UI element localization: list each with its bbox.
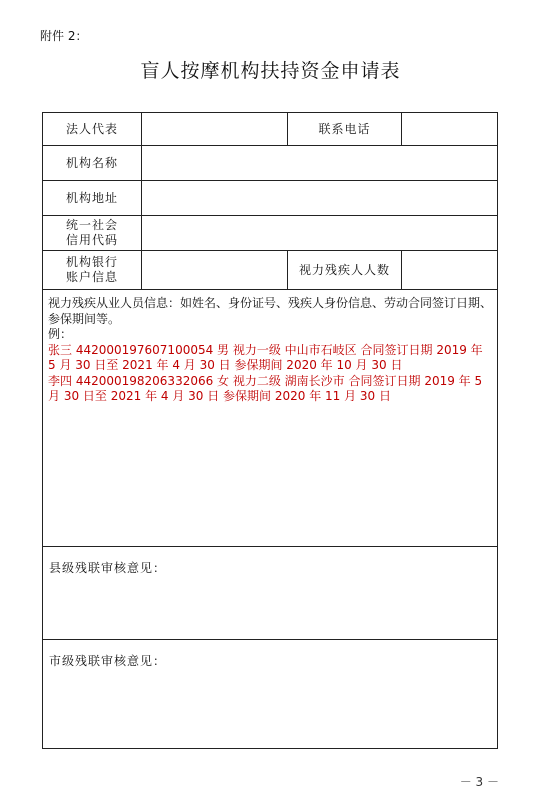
legal-rep-field[interactable] [142,113,288,146]
bank-account-label [43,251,142,290]
city-review-cell[interactable] [43,640,498,749]
city-review-label: 市级残联审核意见： [49,654,167,668]
staff-info-cell[interactable] [43,290,498,547]
page-number: － 3 － [459,775,499,789]
credit-code-label-line-2: 信用代码 [65,233,118,247]
example-entry-2: 李四 442000198206332066 女 视力二级 湖南长沙市 合同签订日期 2019 年 5 月 30 日至 2021 年 4 月 30 日 参保期间 2020 年 11 月 30 日 [48,373,483,403]
credit-code-label [43,216,142,251]
phone-field[interactable] [402,113,498,146]
vi-count-label: 视力残疾人人数 [288,251,402,290]
credit-code-label-line-1: 统一社会 [65,218,118,232]
vi-count-field[interactable] [402,251,498,290]
example-entry-1: 张三 442000197607100054 男 视力一级 中山市石岐区 合同签订日期 2019 年 5 月 30 日至 2021 年 4 月 30 日 参保期间 2020 年 10 月 30 日 [48,342,483,372]
org-name-label: 机构名称 [43,146,142,181]
bank-account-label-line-1: 机构银行 [65,255,118,269]
attachment-label: 附件 2： [40,29,88,43]
phone-label: 联系电话 [288,113,402,146]
legal-rep-label: 法人代表 [43,113,142,146]
org-address-label: 机构地址 [43,181,142,216]
credit-code-field[interactable] [142,216,498,251]
org-address-field[interactable] [142,181,498,216]
county-review-cell[interactable] [43,547,498,640]
org-name-field[interactable] [142,146,498,181]
page-title: 盲人按摩机构扶持资金申请表 [140,60,401,82]
application-form [42,112,498,749]
county-review-label: 县级残联审核意见： [49,561,167,575]
bank-account-label-line-2: 账户信息 [65,270,118,284]
example-label: 例： [48,327,73,341]
bank-account-field[interactable] [142,251,288,290]
staff-info-intro: 视力残疾从业人员信息：如姓名、身份证号、残疾人身份信息、劳动合同签订日期、参保期间等。 [48,296,493,326]
